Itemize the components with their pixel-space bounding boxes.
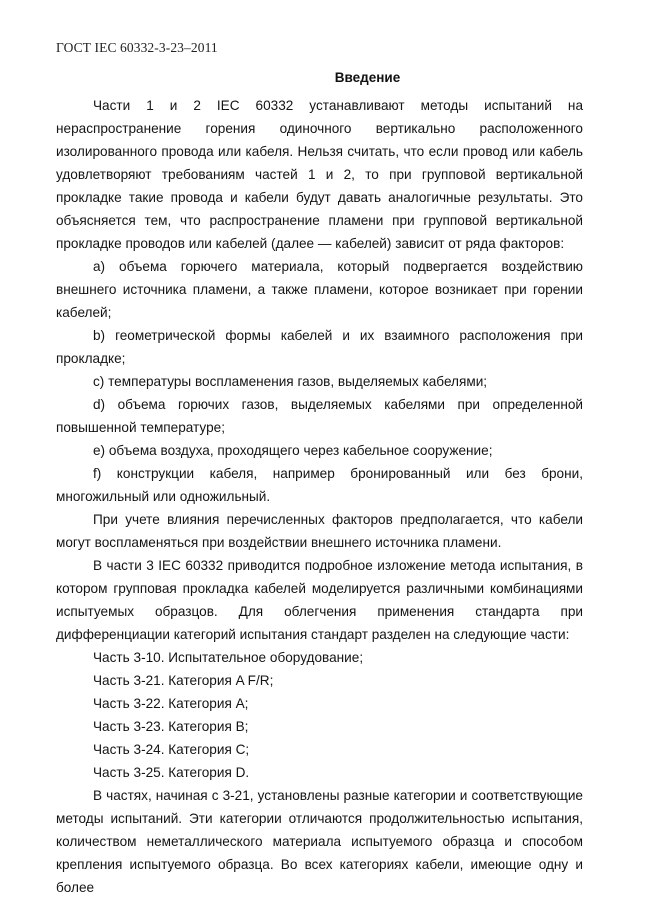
paragraph-ignition: При учете влияния перечисленных факторов предполагается, что кабели могут воспламеняться при воздействии внешнего источника пламени. (56, 512, 583, 550)
part-3-25: Часть 3-25. Категория D. (93, 765, 250, 780)
part-3-24: Часть 3-24. Категория C; (93, 742, 250, 757)
paragraph-intro: Части 1 и 2 IEC 60332 устанавливают методы испытаний на нераспространение горения одиночного вертикально расположенного изолированного провода или кабеля. Нельзя считать, что если провод или кабель удовлетворяют требованиям частей 1 и 2, то при групповой вертикальной прокладке такие провода и кабели будут давать аналогичные результаты. Это объясняется тем, что распространение пламени при групповой вертикальной прокладке проводов или кабелей (далее — кабелей) зависит от ряда факторов: (56, 98, 583, 251)
list-item-d: d) объема горючих газов, выделяемых кабелями при определенной повышенной температуре; (56, 397, 583, 435)
paragraph-categories: В частях, начиная с 3-21, установлены разные категории и соответствующие методы испытаний. Эти категории отличаются продолжительностью испытания, количеством неметаллического материала испытуемого образца и способом крепления испытуемого образца. Во всех категориях кабели, имеющие одну и более (56, 788, 583, 895)
paragraph-part3: В части 3 IEC 60332 приводится подробное изложение метода испытания, в котором групповая прокладка кабелей моделируется различными комбинациями испытуемых образцов. Для облегчения применения стандарта при дифференциации категорий испытания стандарт разделен на следующие части: (56, 558, 583, 642)
part-3-21: Часть 3-21. Категория A F/R; (93, 673, 274, 688)
list-item-b: b) геометрической формы кабелей и их взаимного расположения при прокладке; (56, 328, 583, 366)
part-3-22: Часть 3-22. Категория A; (93, 696, 249, 711)
list-item-a: a) объема горючего материала, который подвергается воздействию внешнего источника пламени, а также пламени, которое возникает при горении кабелей; (56, 259, 583, 320)
standard-code-header: ГОСТ IEC 60332-3-23–2011 (56, 40, 218, 55)
list-item-c: c) температуры воспламенения газов, выделяемых кабелями; (93, 374, 488, 389)
body-text (56, 94, 583, 899)
list-item-f: f) конструкции кабеля, например бронированный или без брони, многожильный или одножильный. (56, 466, 583, 504)
part-3-10: Часть 3-10. Испытательное оборудование; (93, 650, 364, 665)
list-item-e: e) объема воздуха, проходящего через кабельное сооружение; (93, 443, 493, 458)
part-3-23: Часть 3-23. Категория B; (93, 719, 249, 734)
section-title: Введение (334, 70, 401, 85)
